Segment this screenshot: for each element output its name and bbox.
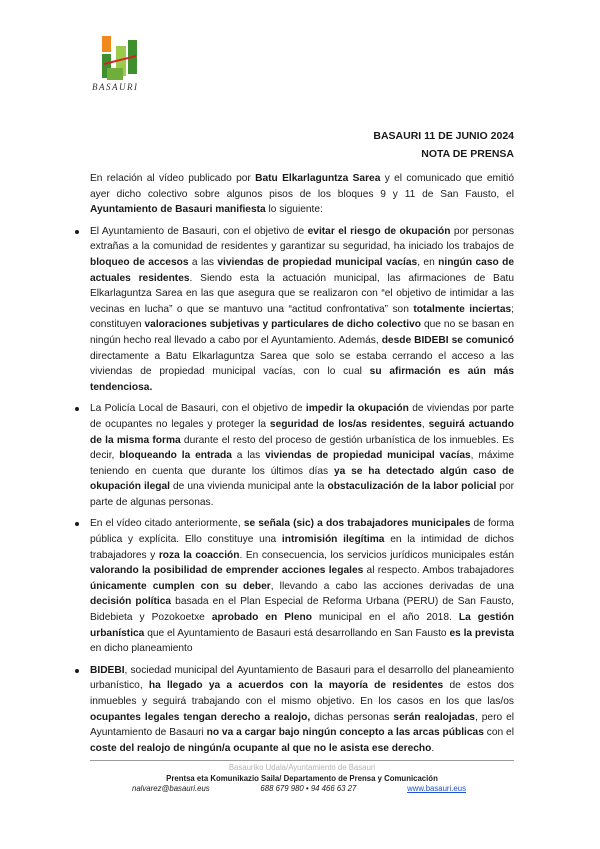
footer-email[interactable]: nalvarez@basauri.eus <box>132 784 210 793</box>
statement-item-2: La Policía Local de Basauri, con el objetivo de impedir la okupación de viviendas por parte de ocupantes no legales y proteger la seguridad de los/as residentes, seguirá actuando de la misma forma durante el resto del proceso de gestión urbanística de los inmuebles. Es decir, bloqueando la entrada a las viviendas de propiedad municipal vacías, máxime teniendo en cuenta que durante los últimos días ya se ha detectado algún caso de okupación ilegal de una vivienda municipal ante la obstaculización de la labor policial por parte de algunas personas. <box>90 401 514 510</box>
footer-department: Prentsa eta Komunikazio Saila/ Departamento de Prensa y Comunicación <box>166 773 438 783</box>
statement-item-1: El Ayuntamiento de Basauri, con el objetivo de evitar el riesgo de okupación por personas extrañas a la comunidad de residentes y garantizar su seguridad, ha iniciado los trabajos de bloqueo de accesos a las viviendas de propiedad municipal vacías, en ningún caso de actuales residentes. Siendo esta la actuación municipal, las afirmaciones de Batu Elkarlaguntza Sarea en las que asegura que se realizaron con “el objetivo de intimidar a las vecinas en lucha” o que se mantuvo una “actitud confrontativa” son totalmente inciertas; constituyen valoraciones subjetivas y particulares de dicho colectivo que no se basan en ningún hecho real llevado a cabo por el Ayuntamiento. Además, desde BIDEBI se comunicó directamente a Batu Elkarlaguntza Sarea que solo se estaba cerrando el acceso a las viviendas de propiedad municipal vacías, con lo cual su afirmación es aún más tendenciosa. <box>90 224 514 396</box>
press-release-body <box>90 171 514 762</box>
footer-org: Basauriko Udala/Ayuntamiento de Basauri <box>228 763 376 772</box>
footer-contact <box>90 784 514 795</box>
bullet-icon <box>75 522 79 526</box>
footer-phones: 688 679 980 • 94 466 63 27 <box>260 784 357 793</box>
statement-item-3: En el vídeo citado anteriormente, se señala (sic) a dos trabajadores municipales de forma pública y explícita. Ello constituye una intromisión ilegítima en la intimidad de dichos trabajadores y roza la coacción. En consecuencia, los servicios jurídicos municipales están valorando la posibilidad de emprender acciones legales al respecto. Ambos trabajadores únicamente cumplen con su deber, llevando a cabo las acciones derivadas de una decisión política basada en el Plan Especial de Reforma Urbana (PERU) de San Fausto, Bidebieta y Pozokoetxe aprobado en Pleno municipal en el año 2018. La gestión urbanística que el Ayuntamiento de Basauri está desarrollando en San Fausto es la prevista en dicho planeamiento <box>90 516 514 656</box>
footer <box>90 763 514 795</box>
bullet-icon <box>75 230 79 234</box>
doc-type: NOTA DE PRENSA <box>421 148 514 160</box>
statement-item-4: BIDEBI, sociedad municipal del Ayuntamiento de Basauri para el desarrollo del planeamiento urbanístico, ha llegado ya a acuerdos con la mayoría de residentes de estos dos inmuebles y seguirá trabajando con el mismo objetivo. En los casos en los que las/os ocupantes legales tengan derecho a realojo, dichas personas serán realojadas, pero el Ayuntamiento de Basauri no va a cargar bajo ningún concepto a las arcas públicas con el coste del realojo de ningún/a ocupante al que no le asista ese derecho. <box>90 663 514 757</box>
bullet-icon <box>75 669 79 673</box>
date-line: BASAURI 11 DE JUNIO 2024 <box>373 130 514 142</box>
logo-small-green-block <box>107 68 123 80</box>
logo-orange-block <box>102 36 111 52</box>
intro-paragraph: En relación al vídeo publicado por Batu Elkarlaguntza Sarea y el comunicado que emitió ayer dicho colectivo sobre algunos pisos de los bloques 9 y 11 de San Fausto, el Ayuntamiento de Basauri manifiesta lo siguiente: <box>90 173 515 216</box>
header-meta <box>373 127 514 163</box>
bullet-icon <box>75 407 79 411</box>
footer-website-link[interactable]: www.basauri.eus <box>407 784 466 793</box>
footer-divider <box>90 760 514 761</box>
statement-list <box>90 224 514 757</box>
logo-wordmark: BASAURI <box>92 82 139 92</box>
